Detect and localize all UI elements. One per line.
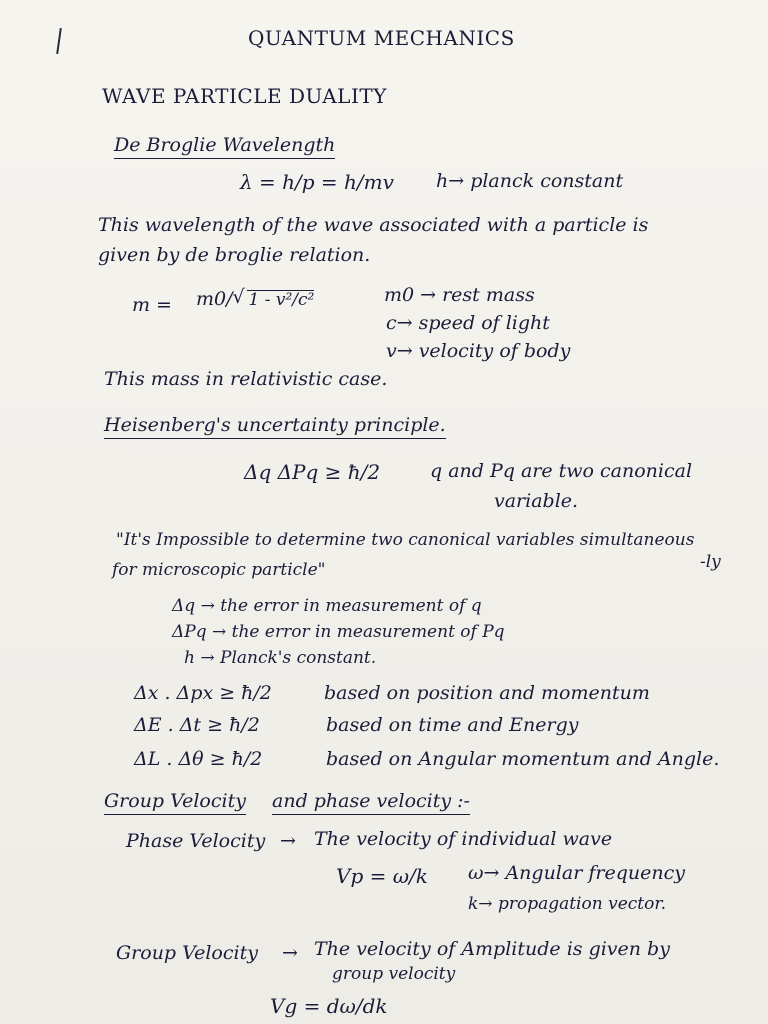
canonical-note-2: variable. <box>494 490 579 512</box>
relation-position-desc: based on position and momentum <box>324 682 650 704</box>
relation-angle-desc: based on Angular momentum and Angle. <box>326 748 720 770</box>
group-arrow: → <box>282 942 298 964</box>
root-symbol: √ <box>232 286 245 308</box>
phase-arrow: → <box>280 830 296 852</box>
def-delta-q: Δq → the error in measurement of q <box>172 596 482 616</box>
heisenberg-formula: Δq ΔPq ≥ ħ/2 <box>244 460 381 484</box>
debroglie-heading: De Broglie Wavelength <box>114 136 335 159</box>
velocity-note: v→ velocity of body <box>386 340 571 362</box>
relation-angle-eq: ΔL . Δθ ≥ ħ/2 <box>134 748 263 770</box>
section-heading: WAVE PARTICLE DUALITY <box>102 84 387 108</box>
k-note: k→ propagation vector. <box>468 894 666 914</box>
mass-formula <box>196 286 315 310</box>
debroglie-desc-line2: given by de broglie relation. <box>98 244 371 266</box>
page-title: QUANTUM MECHANICS <box>248 26 515 50</box>
mass-root-expr: 1 - v²/c² <box>248 290 315 310</box>
def-delta-pq: ΔPq → the error in measurement of Pq <box>172 622 505 642</box>
mass-lhs: m = <box>132 294 172 316</box>
vp-formula: Vp = ω/k <box>336 864 428 888</box>
phase-velocity-desc: The velocity of individual wave <box>314 828 613 850</box>
group-velocity-desc-line1: The velocity of Amplitude is given by <box>314 938 670 960</box>
group-velocity-heading: Group Velocity <box>104 792 246 815</box>
relation-time-eq: ΔE . Δt ≥ ħ/2 <box>134 714 260 736</box>
relativistic-note: This mass in relativistic case. <box>104 368 388 390</box>
group-velocity-desc-line2: group velocity <box>332 964 456 984</box>
debroglie-desc-line1: This wavelength of the wave associated with a particle is <box>98 214 649 236</box>
mass-root <box>232 286 315 310</box>
speed-of-light-note: c→ speed of light <box>386 312 550 334</box>
vg-formula: Vg = dω/dk <box>270 994 388 1018</box>
phase-velocity-heading: and phase velocity :- <box>272 792 470 815</box>
debroglie-formula: λ = h/p = h/mv <box>240 170 394 194</box>
group-velocity-label: Group Velocity <box>116 942 258 964</box>
relation-position-eq: Δx . Δpx ≥ ħ/2 <box>134 682 272 704</box>
heisenberg-quote-line1: "It's Impossible to determine two canonical variables simultaneous <box>116 530 695 550</box>
canonical-note: q and Pq are two canonical <box>430 460 693 482</box>
mass-numerator: m0/ <box>196 288 233 310</box>
planck-note: h→ planck constant <box>436 170 624 192</box>
relation-time-desc: based on time and Energy <box>326 714 579 736</box>
quote-suffix: -ly <box>700 552 721 572</box>
heisenberg-heading: Heisenberg's uncertainty principle. <box>104 416 446 439</box>
omega-note: ω→ Angular frequency <box>468 862 685 884</box>
rest-mass-note: m0 → rest mass <box>384 284 535 306</box>
root-bar <box>247 290 315 291</box>
margin-mark <box>56 28 62 54</box>
def-planck: h → Planck's constant. <box>184 648 377 668</box>
heisenberg-quote-line2: for microscopic particle" <box>112 560 326 580</box>
phase-velocity-label: Phase Velocity <box>126 830 266 852</box>
